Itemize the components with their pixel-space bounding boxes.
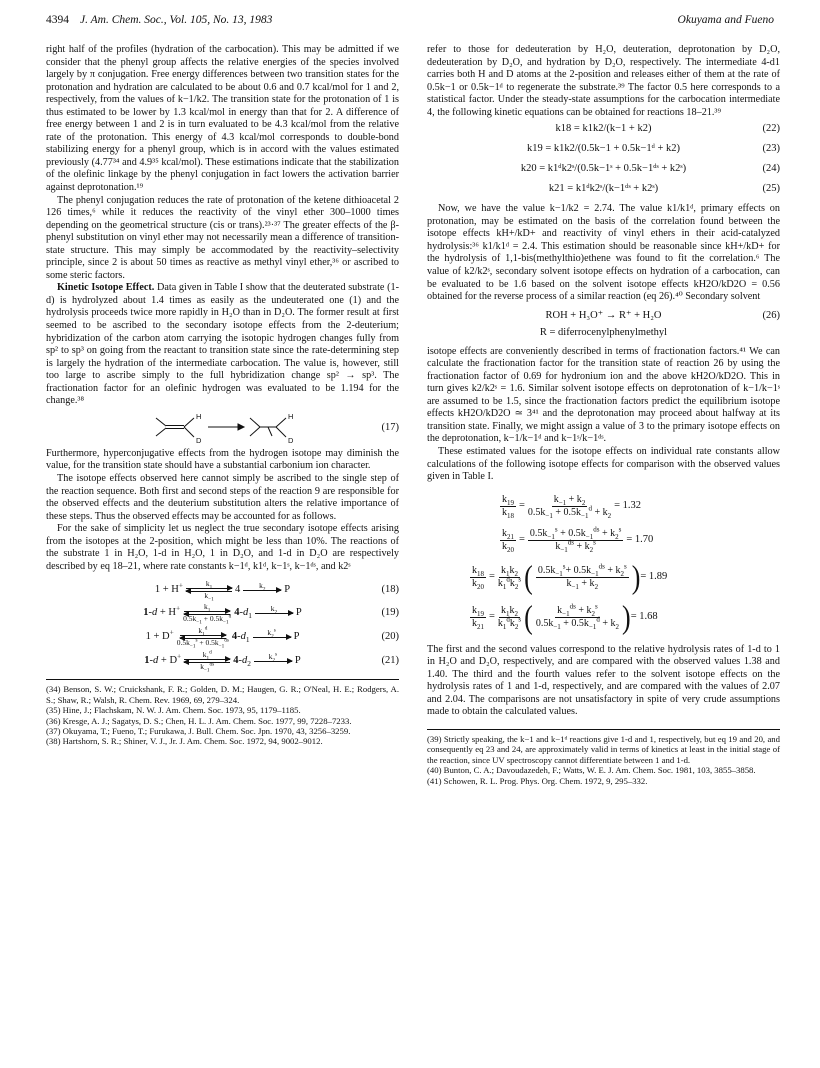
footnote-rule — [427, 729, 780, 730]
left-column — [46, 44, 399, 747]
footnote-rule — [46, 679, 399, 680]
footnote: (39) Strictly speaking, the k−1 and k−1ᵈ reactions give 1-d and 1, respectively, but eq 19 and 20, and consequently eq 23 and 24, are approximately valid in terms of kinetics at least in the initial stage of the reaction, since UV spectroscopy cannot differentiate between 1 and 1-d. — [427, 733, 780, 765]
paragraph: refer to those for dedeuteration by H₂O, deuteration, deprotonation by D₂O, dedeuteration by D₂O, and hydration by D₂O, respectively. The intermediate 4-d1 carries both H and D atoms at the 2-position and releases either of them at the rate of 0.5k−1 or 0.5k−1ᵈ to regenerate the substrate.³⁹ The factor 0.5 here corresponds to a statistical factor. Under the steady-state assumptions for the carbocation intermediate 4, the following kinetic equations can be obtained for reactions 18–21.³⁹ — [427, 44, 780, 118]
equation-25: k21 = k1ᵈk2ˢ/(k−1ᵈˢ + k2ˢ) (25) — [548, 183, 780, 194]
footnote: (41) Schowen, R. L. Prog. Phys. Org. Chem. 1972, 9, 295–332. — [427, 775, 648, 786]
paragraph: These estimated values for the isotope effects on individual rate constants allow calculations of the following isotope effects for comparison with the observed values given in Table I. — [427, 446, 780, 483]
right-column — [427, 44, 780, 786]
svg-text:D: D — [287, 435, 293, 445]
page-number: 4394 — [46, 14, 69, 26]
paragraph: right half of the profiles (hydration of the carbocation). This may be admitted if we consider that the phenyl group affects the relative energies of the species involved largely by π conjugation. Free energy differences between two transition states for the protonation and hydration are calculated to be about 0.6 and 0.7 kcal/mol for 1 and 2, respectively, from the values of k−1/k2. The transition state for the protonation of 1 is thus estimated to be lower by 1.3 kcal/mol in energy than that for 2. A difference of free energy between 1 and 2 is in turn evaluated to be 4.3 kcal/mol from the relative rate of the protonation. This energy of 4.3 kcal/mol corresponds to double-bond stabilizing energy for a phenyl group, which is in accord with the values estimated previously (4.77³⁴ and 4.9³⁵ kcal/mol). These estimations indicate that the stabilization of the olefinic linkage by the phenyl conjugation in fact lowers the activation barrier against deprotonation.¹⁹ — [46, 44, 399, 194]
equation-23: k19 = k1k2/(0.5k−1 + 0.5k−1ᵈ + k2) (23) — [526, 143, 780, 154]
equation-19: 1-d + H+ $k_1$ $0.5k_{-1} + 0.5k_{-1}^d$ $4-d_1$ $k_2$ P (19) — [143, 602, 399, 626]
equation-22: k18 = k1k2/(k−1 + k2) (22) — [555, 123, 780, 134]
paragraph: Now, we have the value k−1/k2 = 2.74. The value k1/k1ᵈ, primary effects on protonation, may be estimated on the basis of the correlation found between the isotope effects kH+/kD+ and reactivity of vinyl ethers in their acid-catalyzed hydrolysis:³⁶ k1/k1ᵈ = 2.4. This estimation should be reasonable since kH+/kD+ for the hydrolysis of 1,1-bis(methylthio)ethene was found to fit the correlation.⁶ The value of k2/k2ˢ, secondary solvent isotope effects on hydration of a carbocation, can be evaluated to be 1.6 based on the solvent isotope effects kH2O/kD2O = 0.56 obtained for the reverse process of a similar reaction (eq 26).⁴⁰ Secondary solvent — [427, 203, 780, 303]
equation-26: ROH + H₃O⁺ → R⁺ + H₂O (26) — [545, 310, 780, 322]
ratio-k19-k18: $k_{19}$ $k_{18}$ = $\frac{k_{-1} + k_2}{0.5k_{-1} + 0.5k_{-1}^d + k_2}$ = 1.32 — [502, 494, 642, 521]
paragraph: The first and the second values correspond to the relative hydrolysis rates of 1-d to 1 in H₂O and D₂O, respectively, and are compared with the observed values 1.38 and 1.40. The third and the fourth values refer to the solvent isotope effects on the hydrolysis rates of 1 and 1-d, respectively, and are compared with the values of 2.07 and 2.04. The comparisons are not unsatisfactory in spite of very crude assumptions made to obtain the calculated values. — [427, 643, 780, 718]
footnotes — [46, 684, 399, 746]
paragraph: isotope effects are conveniently described in terms of fractionation factors.⁴¹ We can calculate the fractionation factor for the transition state of reaction 26 by using the fractionation factor of 0.69 for hydronium ion and the above kH2O/kD2O. This in turn gives k2/k2ˢ = 1.6. Similar solvent isotope effects on deprotonation of k−1/k−1ˢ are assumed to be 1.5, since the fractionation factors predict the equilibrium isotope effects kH2O/kD2O ≃ 3⁴¹ and the deprotonation may proceed about halfway at its transition state. Finally, we might assign a value of 3 to the primary isotope effects on the deprotonation, k−1/k−1ᵈ and k−1ˢ/k−1ᵈˢ. — [427, 345, 780, 445]
ratio-k19-k21: $k_{19}$ $k_{21}$ = $k_1k_2$ $k_1^dk_2^s$ ( $k_{-1}^{ds} + k_2^s$ $0.5k_{-1} + 0.5k_{-1}^d + k_2$ ) = 1.68 — [472, 598, 658, 636]
svg-text:D: D — [195, 435, 201, 445]
equation-24: k20 = k1ᵈk2ˢ/(0.5k−1ˢ + 0.5k−1ᵈˢ + k2ˢ) (24) — [520, 163, 780, 174]
footnotes — [427, 734, 780, 786]
footnote: (34) Benson, S. W.; Cruickshank, F. R.; Golden, D. M.; Haugen, G. R.; O'Neal, H. E.; Rodgers, A. S.; Shaw, R.; Walsh, R. Chem. Rev. 1969, 69, 279–324. — [46, 684, 399, 705]
olefin-hybridization-diagram — [148, 410, 298, 446]
equation-17: H D H D (17) — [46, 408, 399, 448]
equation-21: 1-d + D+ $k_1^d$ $k_{-1}^{ds}$ $4-d_2$ $k_2^s$ P (21) — [144, 649, 399, 674]
paragraph: Kinetic Isotope Effect. Data given in Table I show that the deuterated substrate (1-d) is hydrolyzed about 1.4 times as easily as the undeuterated one (1) and the hydrolysis proceeds twice more rapidly in H₂O than in D₂O. The former result at first seemed to be ascribed to the secondary isotope effects from the 2-deuterium; hybridization of the carbon atom carrying the isotopic hydrogen changes fully from sp² to sp³ on going from the reactant to transition state since the rate-determining step is largely the hydration of the intermediate carbocation. The value is, however, still too large to ascribe simply to the full hybridization change sp² → sp³. The fractionation factor for an olefinic hydrogen was evaluated to be 1.194 for the change.³⁸ — [46, 282, 399, 407]
footnote: (38) Hartshorn, S. R.; Shiner, V. J., Jr. J. Am. Chem. Soc. 1972, 94, 9002–9012. — [46, 736, 323, 747]
footnote: (35) Hine, J.; Flachskam, N. W. J. Am. Chem. Soc. 1973, 95, 1179–1185. — [46, 705, 301, 716]
running-header — [46, 14, 774, 30]
paragraph: The isotope effects observed here cannot simply be ascribed to the single step of the reaction sequence. Both first and second steps of the reaction 9 are responsible for the observed effects and the deuterium substitution alters the relative importance of these steps. Thus the observed effects may be accounted for as follows. — [46, 472, 399, 522]
running-authors: Okuyama and Fueno — [677, 14, 774, 26]
journal-citation: J. Am. Chem. Soc., Vol. 105, No. 13, 1983 — [80, 14, 273, 26]
footnote: (37) Okuyama, T.; Fueno, T.; Furukawa, J. Bull. Chem. Soc. Jpn. 1970, 43, 3256–3259. — [46, 725, 351, 736]
footnote: (36) Kresge, A. J.; Sagatys, D. S.; Chen, H. L. J. Am. Chem. Soc. 1977, 99, 7228–7233. — [46, 715, 352, 726]
equation-26-definition: R = diferrocenylphenylmethyl — [539, 327, 668, 339]
svg-text:H: H — [287, 411, 293, 421]
svg-text:H: H — [195, 411, 201, 421]
paragraph: Furthermore, hyperconjugative effects from the hydrogen isotope may diminish the value, for the transition state should have a substantial carbonium ion character. — [46, 447, 399, 472]
equation-20: 1 + D+ $k_1^d$ $0.5k_{-1}^s + 0.5k_{-1}^{ds}$ $4-d_1$ $k_2^s$ P (20) — [145, 625, 399, 650]
paragraph: For the sake of simplicity let us neglect the true secondary isotope effects arising from the isotopes at the 2-position, which might be less than 10%. The reactions of the substrate 1 in H₂O, 1-d in H₂O, 1 in D₂O, and 1-d in D₂O are respectively described by eq 18–21, where rate constants k−1ᵈ, k1ᵈ, k−1ˢ, k−1ᵈˢ, and k2ˢ — [46, 523, 399, 572]
ratio-k18-k20: $k_{18}$ $k_{20}$ = $k_1k_2$ $k_1^dk_2^s$ ( $0.5k_{-1}^s+ 0.5k_{-1}^{ds} + k_2^s$ $k_{-1} + k_2$ ) = 1.89 — [472, 558, 668, 596]
ratio-k21-k20: $k_{21}$ $k_{20}$ = $\frac{0.5k_{-1}^s + 0.5k_{-1}^{ds} + k_2^s}{k_{-1}^{ds} + k_2^s}$ = 1.70 — [502, 525, 654, 555]
equation-18: 1 + H+ $k_1$ $k_{-1}$ 4 $k_2$ P (18) — [154, 579, 399, 603]
paragraph: The phenyl conjugation reduces the rate of protonation of the ketene dithioacetal 2 126 times,⁶ while it reduces the reactivity of the vinyl ether 300–1000 times depending on the geometrical structure (cis or trans).²³·³⁷ The greater effects of the β-phenyl substitution on vinyl ether may not necessarily mean a difference of transition-state structure. This may simply be accommodated by the reactivity–selectivity principle, since 2 is about 50 times as reactive as methyl vinyl ether,³⁶ or ascribed to some steric factors. — [46, 194, 399, 281]
section-heading: Kinetic Isotope Effect. — [57, 282, 155, 294]
footnote: (40) Bunton, C. A.; Davoudazedeh, F.; Watts, W. E. J. Am. Chem. Soc. 1981, 103, 3855–3858. — [427, 765, 756, 776]
